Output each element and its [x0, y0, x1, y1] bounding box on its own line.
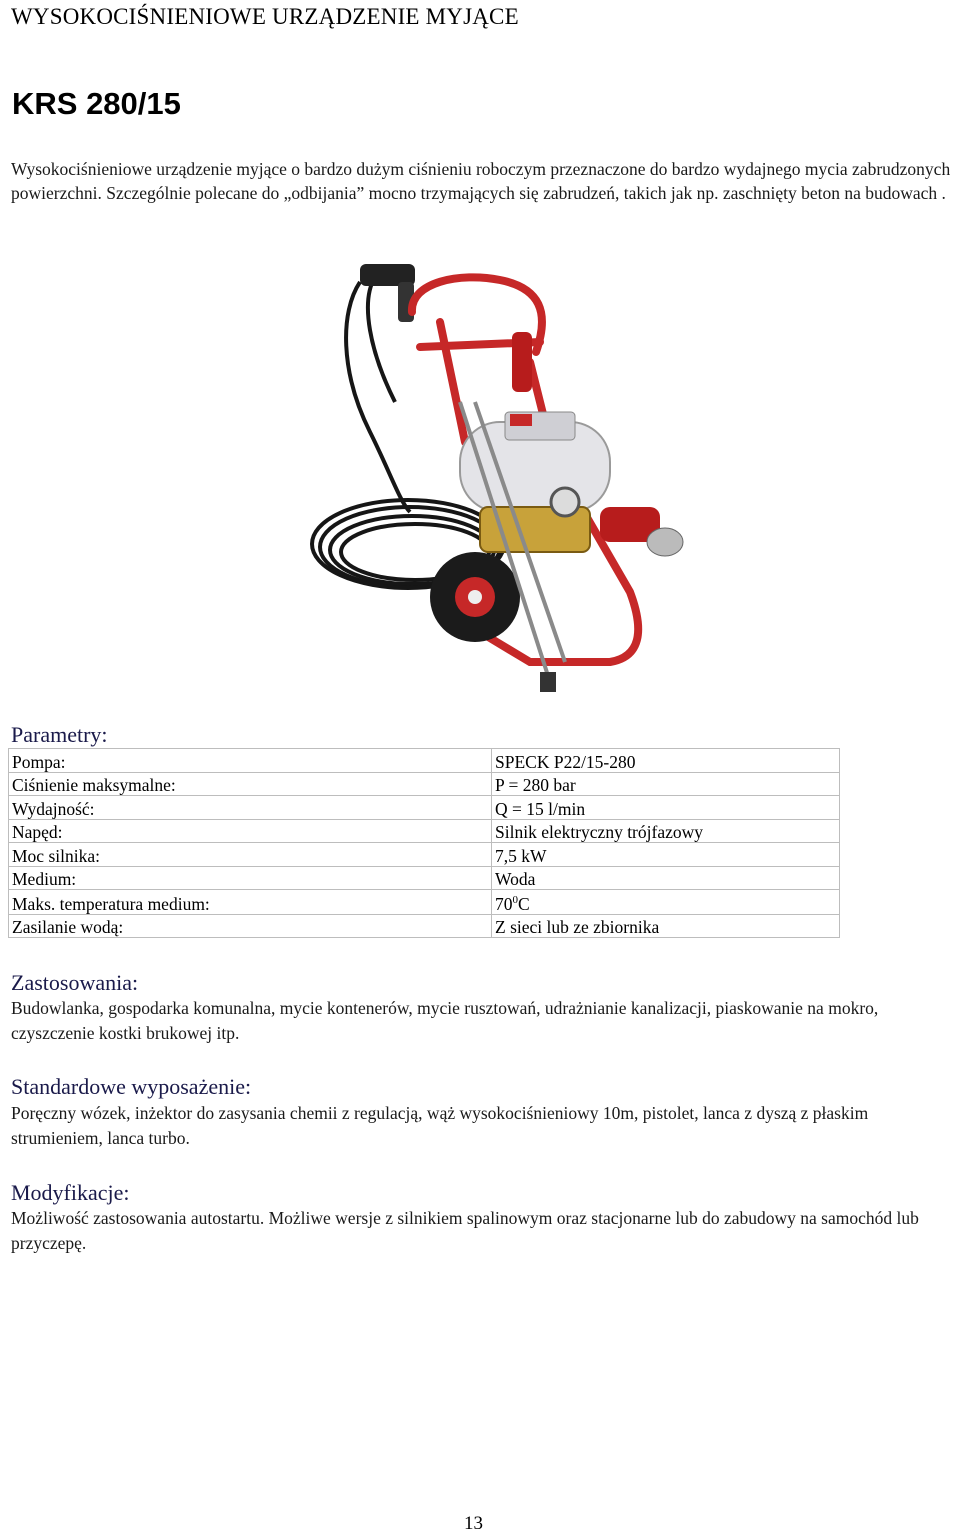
parameter-value: 7,5 kW: [492, 843, 840, 867]
parameter-row: [9, 914, 840, 938]
document-header: WYSOKOCIŚNIENIOWE URZĄDZENIE MYJĄCE: [11, 4, 519, 29]
parameter-row: [9, 866, 840, 890]
parameter-row: [9, 843, 840, 867]
nozzle-icon: [540, 672, 556, 692]
model-title: KRS 280/15: [12, 86, 181, 121]
pressure-washer-photo: [300, 252, 700, 698]
parameter-value: Z sieci lub ze zbiornika: [492, 914, 840, 938]
parameter-row: [9, 819, 840, 843]
parameter-key: Medium:: [9, 866, 492, 890]
zastosowania-text: Budowlanka, gospodarka komunalna, mycie kontenerów, mycie rusztowań, udrażnianie kanalizacji, piaskowanie na mokro, czyszczenie kostki brukowej itp.: [11, 998, 879, 1043]
parameter-key: Pompa:: [9, 749, 492, 773]
parameter-key: Maks. temperatura medium:: [9, 890, 492, 915]
parameter-value: Silnik elektryczny trójfazowy: [492, 819, 840, 843]
parameter-value-main: 70: [495, 893, 513, 914]
parameter-key: Napęd:: [9, 819, 492, 843]
parameter-value: Woda: [492, 866, 840, 890]
plug-icon: [512, 332, 532, 392]
wheel-icon: [430, 552, 520, 642]
page-number: 13: [464, 1513, 483, 1534]
parameter-row: [9, 890, 840, 915]
intro-paragraph: Wysokociśnieniowe urządzenie myjące o bardzo dużym ciśnieniu roboczym przeznaczone do bardzo wydajnego mycia zabrudzonych powierzchni. Szczególnie polecane do „odbijania” mocno trzymających się zabrudzeń, takich jak np. zaschnięty beton na budowach .: [11, 159, 951, 203]
parameter-key: Moc silnika:: [9, 843, 492, 867]
parameter-row: [9, 749, 840, 773]
parameter-value-unit: C: [518, 893, 530, 914]
zastosowania-title: Zastosowania:: [11, 970, 139, 995]
parameter-value: Q = 15 l/min: [492, 796, 840, 820]
wyposazenie-text: Poręczny wózek, inżektor do zasysania chemii z regulacją, wąż wysokociśnieniowy 10m, pistolet, lanca z dyszą z płaskim strumieniem, lanca turbo.: [11, 1103, 869, 1148]
parameter-key: Ciśnienie maksymalne:: [9, 772, 492, 796]
parameters-table: [8, 748, 840, 938]
parameter-row: [9, 796, 840, 820]
parameter-row: [9, 772, 840, 796]
parameter-value: [492, 890, 840, 915]
modyfikacje-text: Możliwość zastosowania autostartu. Możliwe wersje z silnikiem spalinowym oraz stacjonarne lub do zabudowy na samochód lub przyczepę.: [11, 1208, 919, 1253]
parameter-value: P = 280 bar: [492, 772, 840, 796]
parametry-title: Parametry:: [11, 722, 108, 747]
parameter-key: Wydajność:: [9, 796, 492, 820]
wyposazenie-title: Standardowe wyposażenie:: [11, 1074, 252, 1099]
modyfikacje-title: Modyfikacje:: [11, 1180, 130, 1205]
degree-superscript: 0: [512, 894, 518, 906]
parameter-key: Zasilanie wodą:: [9, 914, 492, 938]
parameter-value: SPECK P22/15-280: [492, 749, 840, 773]
